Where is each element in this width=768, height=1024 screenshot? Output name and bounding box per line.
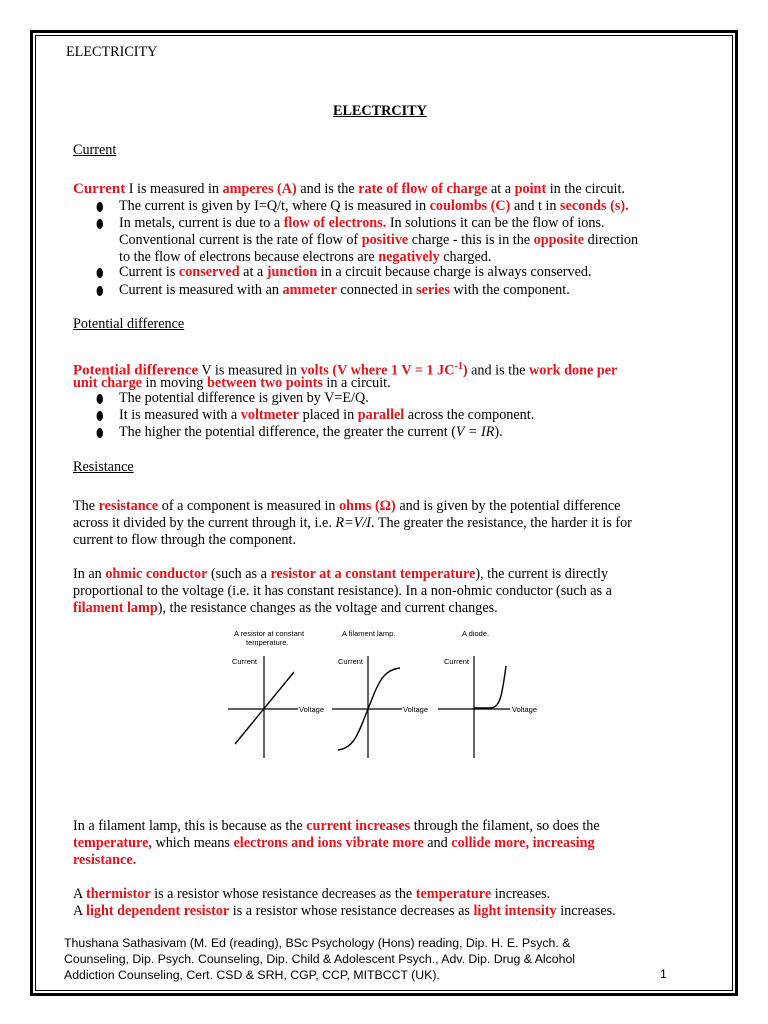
iv-curve [474,666,506,708]
y-axis-label: Current [444,657,470,666]
bullet-icon: ⬮ [96,392,104,406]
list-item: The potential difference is given by V=E/Q. [119,390,369,406]
filament-para-line: resistance. [73,852,137,868]
list-item-continuation: Conventional current is the rate of flow of positive charge - this is in the opposite direction [119,232,639,248]
y-axis-label: Current [338,657,364,666]
author-footer [64,935,682,983]
current-intro: Current I is measured in amperes (A) and is the rate of flow of charge at a point in the circuit. [73,181,625,197]
graph-title: A filament lamp. [342,629,396,638]
resistor-graph [228,629,324,758]
x-axis-label: Voltage [403,705,429,714]
list-item-continuation: to the flow of electrons because electrons are negatively charged. [119,249,492,265]
list-item: The higher the potential difference, the greater the current (V = IR). [119,424,503,440]
thermistor-line: A thermistor is a resistor whose resistance decreases as the temperature increases. [73,886,551,902]
bullet-icon: ⬮ [96,217,104,231]
diode-graph [438,629,537,758]
ohmic-para-line: filament lamp), the resistance changes as the voltage and current changes. [73,600,498,616]
filament-para-line: temperature, which means electrons and ions vibrate more and collide more, increasing [73,835,595,851]
filament-lamp-graph [332,629,428,758]
x-axis-label: Voltage [299,705,325,714]
bullet-icon: ⬮ [96,426,104,440]
ldr-line: A light dependent resistor is a resistor whose resistance decreases as light intensity increases. [73,903,616,919]
y-axis-label: Current [232,657,258,666]
section-heading-potential-difference: Potential difference [73,316,185,332]
section-heading-current: Current [73,142,117,158]
running-title: ELECTRICITY [66,44,158,60]
graph-title: A resistor at constant [234,629,305,638]
list-item: Current is conserved at a junction in a circuit because charge is always conserved. [119,264,592,280]
footer-line: Counseling, Dip. Psych. Counseling, Dip. Child & Adolescent Psych., Adv. Dip. Drug & Alcohol [64,952,576,966]
resistance-para-line: across it divided by the current through it, i.e. R=V/I. The greater the resistance, the harder it is for [73,515,632,531]
ohmic-para-line: In an ohmic conductor (such as a resistor at a constant temperature), the current is directly [73,566,609,582]
bullet-icon: ⬮ [96,409,104,423]
pd-intro-line2: unit charge in moving between two points in a circuit. [73,375,391,391]
ohmic-para-line: proportional to the voltage (i.e. it has constant resistance). In a non-ohmic conductor (such as a [73,583,612,599]
document-title: ELECTRCITY [333,103,427,119]
bullet-icon: ⬮ [96,284,104,298]
x-axis-label: Voltage [512,705,538,714]
resistance-para-line: current to flow through the component. [73,532,297,548]
resistance-para-line: The resistance of a component is measured in ohms (Ω) and is given by the potential difference [73,498,621,514]
iv-characteristics-figure [220,626,560,766]
pd-intro-line1: Potential difference V is measured in volts (V where 1 V = 1 $JC^{-1}$) and is the work done per [73,361,618,379]
graph-title: temperature. [246,638,289,647]
page-number: 1 [660,967,667,981]
graph-title: A diode. [462,629,490,638]
filament-para-line: In a filament lamp, this is because as the current increases through the filament, so does the [73,818,600,834]
list-item: It is measured with a voltmeter placed in parallel across the component. [119,407,535,423]
list-item: In metals, current is due to a flow of electrons. In solutions it can be the flow of ions. [119,215,605,231]
bullet-icon: ⬮ [96,200,104,214]
bullet-icon: ⬮ [96,266,104,280]
footer-line: Thushana Sathasivam (M. Ed (reading), BSc Psychology (Hons) reading, Dip. H. E. Psych. & [64,936,571,950]
footer-line: Addiction Counseling, Cert. CSD & SRH, CGP, CCP, MITBCCT (UK). [64,968,440,982]
list-item: The current is given by I=Q/t, where Q is measured in coulombs (C) and t in seconds (s). [119,198,629,214]
section-heading-resistance: Resistance [73,459,134,475]
list-item: Current is measured with an ammeter connected in series with the component. [119,282,570,298]
